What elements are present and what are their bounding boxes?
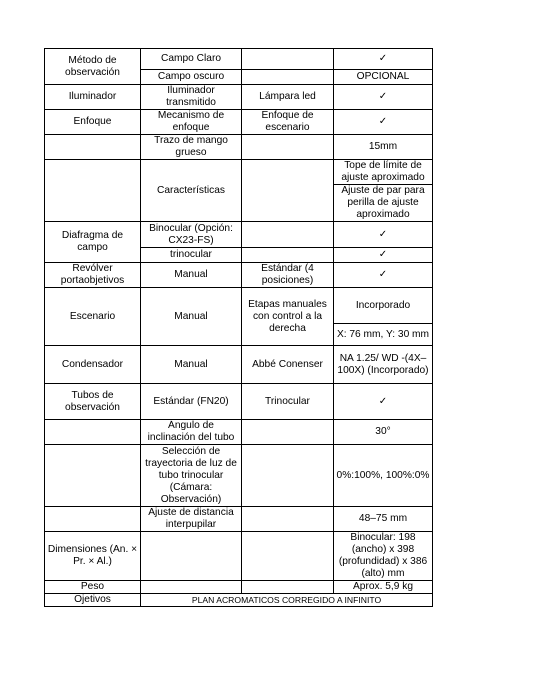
row-label-condensador: Condensador: [45, 346, 141, 384]
cell-campo-oscuro: Campo oscuro: [141, 70, 242, 85]
cell-trinocular-tube: Trinocular: [242, 384, 334, 420]
cell-opcional: OPCIONAL: [334, 70, 433, 85]
spec-table: [44, 48, 433, 607]
table-row: [45, 288, 433, 324]
cell-etapas-manuales: Etapas manuales con control a la derecha: [242, 288, 334, 346]
check-icon: ✓: [334, 110, 433, 135]
row-label-metodo: Método de observación: [45, 49, 141, 85]
cell-ajuste-par: Ajuste de par para perilla de ajuste aproximado: [334, 185, 433, 222]
cell-manual: Manual: [141, 288, 242, 346]
table-row: [45, 160, 433, 185]
cell-peso-value: Aprox. 5,9 kg: [334, 581, 433, 594]
table-row: [45, 135, 433, 160]
empty-cell: [45, 507, 141, 532]
cell-mecanismo-enfoque: Mecanismo de enfoque: [141, 110, 242, 135]
empty-cell: [45, 135, 141, 160]
row-label-iluminador: Iluminador: [45, 85, 141, 110]
cell-tope-limite: Tope de límite de ajuste aproximado: [334, 160, 433, 185]
cell-interpupilar: Ajuste de distancia interpupilar: [141, 507, 242, 532]
row-label-revolver: Revólver portaobjetivos: [45, 263, 141, 288]
cell-angulo: Ángulo de inclinación del tubo: [141, 420, 242, 445]
cell-iluminador-transmitido: Iluminador transmitido: [141, 85, 242, 110]
cell-estandar-fn20: Estándar (FN20): [141, 384, 242, 420]
empty-cell: [45, 160, 141, 222]
empty-cell: [242, 581, 334, 594]
check-icon: ✓: [334, 248, 433, 263]
empty-cell: [242, 160, 334, 222]
table-row: [45, 49, 433, 70]
row-label-dimensiones: Dimensiones (An. × Pr. × Al.): [45, 532, 141, 581]
table-row: [45, 222, 433, 248]
empty-cell: [242, 248, 334, 263]
table-row: [45, 594, 433, 607]
check-icon: ✓: [334, 222, 433, 248]
empty-cell: [242, 135, 334, 160]
table-row: [45, 85, 433, 110]
row-label-objetivos: Ojetivos: [45, 594, 141, 607]
table-row: [45, 346, 433, 384]
empty-cell: [242, 420, 334, 445]
cell-angulo-value: 30°: [334, 420, 433, 445]
check-icon: ✓: [334, 263, 433, 288]
cell-trazo: Trazo de mango grueso: [141, 135, 242, 160]
empty-cell: [141, 532, 242, 581]
table-row: [45, 532, 433, 581]
empty-cell: [242, 49, 334, 70]
cell-seleccion: Selección de trayectoria de luz de tubo trinocular (Cámara: Observación): [141, 445, 242, 507]
cell-condensador-value: NA 1.25/ WD -(4X–100X) (Incorporado): [334, 346, 433, 384]
empty-cell: [242, 222, 334, 248]
cell-abbe: Abbé Conenser: [242, 346, 334, 384]
empty-cell: [242, 445, 334, 507]
check-icon: ✓: [334, 384, 433, 420]
cell-trinocular: trinocular: [141, 248, 242, 263]
cell-dimensiones-value: Binocular: 198 (ancho) x 398 (profundidad) x 386 (alto) mm: [334, 532, 433, 581]
empty-cell: [242, 507, 334, 532]
table-row: [45, 110, 433, 135]
row-label-diafragma: Diafragma de campo: [45, 222, 141, 263]
cell-trazo-value: 15mm: [334, 135, 433, 160]
check-icon: ✓: [334, 85, 433, 110]
empty-cell: [242, 532, 334, 581]
check-icon: ✓: [334, 49, 433, 70]
cell-incorporado: Incorporado: [334, 288, 433, 324]
row-label-enfoque: Enfoque: [45, 110, 141, 135]
cell-caracteristicas: Características: [141, 160, 242, 222]
row-label-tubos: Tubos de observación: [45, 384, 141, 420]
empty-cell: [242, 70, 334, 85]
cell-interpupilar-value: 48–75 mm: [334, 507, 433, 532]
cell-estandar-4: Estándar (4 posiciones): [242, 263, 334, 288]
cell-xy-travel: X: 76 mm, Y: 30 mm: [334, 324, 433, 346]
table-row: [45, 420, 433, 445]
cell-objetivos-value: PLAN ACROMATICOS CORREGIDO A INFINITO: [141, 594, 433, 607]
table-row: [45, 445, 433, 507]
cell-lampara-led: Lámpara led: [242, 85, 334, 110]
cell-campo-claro: Campo Claro: [141, 49, 242, 70]
empty-cell: [45, 445, 141, 507]
empty-cell: [141, 581, 242, 594]
cell-manual: Manual: [141, 263, 242, 288]
row-label-peso: Peso: [45, 581, 141, 594]
table-row: [45, 384, 433, 420]
table-row: [45, 581, 433, 594]
row-label-escenario: Escenario: [45, 288, 141, 346]
cell-seleccion-value: 0%:100%, 100%:0%: [334, 445, 433, 507]
cell-enfoque-escenario: Enfoque de escenario: [242, 110, 334, 135]
cell-binocular-opcion: Binocular (Opción: CX23-FS): [141, 222, 242, 248]
table-row: [45, 507, 433, 532]
table-row: [45, 263, 433, 288]
cell-manual: Manual: [141, 346, 242, 384]
empty-cell: [45, 420, 141, 445]
